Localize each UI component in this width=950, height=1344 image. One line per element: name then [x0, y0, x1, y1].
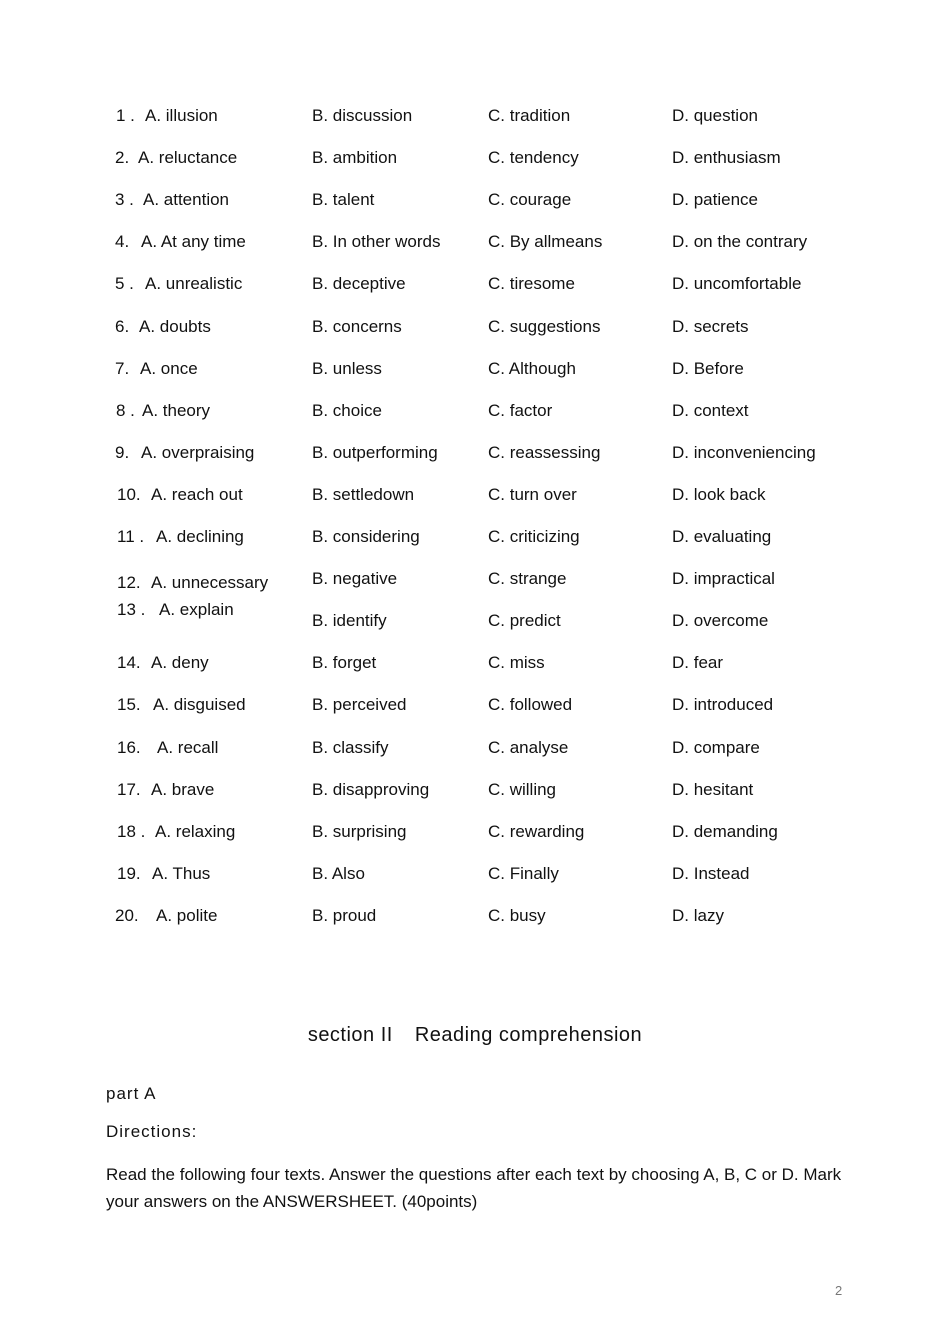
- option-a: A. illusion: [145, 106, 218, 125]
- option-c: C. criticizing: [488, 527, 580, 546]
- option-b: B. settledown: [312, 484, 415, 504]
- option-a: A. explain: [159, 600, 234, 620]
- option-b: B. forget: [312, 653, 377, 673]
- option-a: A. recall: [157, 737, 219, 757]
- option-d: D. fear: [672, 653, 724, 673]
- option-a: A. declining: [156, 527, 244, 546]
- question-number: 20.: [115, 905, 139, 925]
- part-label: part A: [106, 1084, 157, 1103]
- option-c: C. suggestions: [488, 316, 601, 336]
- option-b: B. concerns: [312, 316, 402, 336]
- option-a: A. brave: [151, 779, 215, 799]
- question-number: 5 .: [115, 274, 134, 294]
- option-b: B. talent: [312, 190, 375, 210]
- option-a: A. deny: [151, 653, 209, 673]
- option-c: C. tiresome: [488, 274, 575, 294]
- directions-label: Directions:: [106, 1122, 198, 1141]
- option-d: D. demanding: [672, 821, 778, 841]
- question-number: 14.: [117, 653, 141, 673]
- question-number: 17.: [117, 779, 141, 799]
- option-c: C. rewarding: [488, 821, 585, 841]
- option-d: D. Instead: [672, 863, 750, 883]
- option-c: C. strange: [488, 569, 567, 589]
- option-d: D. uncomfortable: [672, 274, 802, 294]
- section-title: [0, 1024, 950, 1047]
- option-a: A. At any time: [141, 232, 246, 252]
- option-c: C. reassessing: [488, 442, 601, 462]
- option-a: A. once: [140, 358, 198, 378]
- option-b: B. considering: [312, 527, 420, 546]
- option-d: D. on the contrary: [672, 232, 808, 252]
- option-a: A. polite: [156, 905, 218, 925]
- question-number: 19.: [117, 863, 141, 883]
- option-a: A. unrealistic: [145, 274, 243, 294]
- question-number: 7.: [115, 358, 130, 378]
- option-d: D. enthusiasm: [672, 148, 781, 168]
- option-d: D. patience: [672, 190, 758, 210]
- question-number: 18 .: [117, 821, 146, 841]
- option-b: B. choice: [312, 400, 382, 420]
- option-a: A. unnecessary: [151, 573, 269, 593]
- section-name: Reading comprehension: [414, 1024, 643, 1046]
- option-d: D. hesitant: [672, 779, 754, 799]
- section-number: section II: [307, 1024, 393, 1046]
- option-c: C. turn over: [488, 484, 577, 504]
- option-d: D. secrets: [672, 316, 749, 336]
- option-c: C. tradition: [488, 106, 571, 125]
- option-b: B. perceived: [312, 695, 407, 715]
- question-number: 10.: [117, 484, 141, 504]
- question-number: 9.: [115, 442, 130, 462]
- option-a: A. attention: [143, 190, 230, 210]
- option-d: D. impractical: [672, 569, 775, 589]
- question-number: 15.: [117, 695, 141, 715]
- option-c: C. willing: [488, 779, 557, 799]
- option-d: D. introduced: [672, 695, 774, 715]
- option-a: A. reach out: [151, 484, 243, 504]
- option-c: C. analyse: [488, 737, 569, 757]
- question-number: 1 .: [116, 106, 135, 125]
- option-c: C. followed: [488, 695, 573, 715]
- option-c: C. courage: [488, 190, 572, 210]
- question-number: 4.: [115, 232, 130, 252]
- question-number: 11 .: [117, 527, 145, 546]
- option-d: D. question: [672, 106, 758, 125]
- option-b: B. discussion: [312, 106, 413, 125]
- question-number: 2.: [115, 148, 130, 168]
- option-b: B. negative: [312, 569, 398, 589]
- option-c: C. Although: [488, 358, 576, 378]
- option-b: B. Also: [312, 863, 365, 883]
- question-number: 6.: [115, 316, 130, 336]
- option-c: C. miss: [488, 653, 545, 673]
- option-d: D. look back: [672, 484, 766, 504]
- option-c: C. factor: [488, 400, 553, 420]
- option-b: B. disapproving: [312, 779, 430, 799]
- question-number: 13 .: [117, 600, 146, 620]
- option-c: C. tendency: [488, 148, 579, 168]
- option-b: B. deceptive: [312, 274, 406, 294]
- option-b: B. classify: [312, 737, 389, 757]
- option-a: A. theory: [142, 400, 211, 420]
- option-d: D. inconveniencing: [672, 442, 816, 462]
- option-b: B. ambition: [312, 148, 398, 168]
- question-number: 12.: [117, 573, 141, 593]
- option-c: C. predict: [488, 611, 561, 631]
- option-a: A. doubts: [139, 316, 211, 336]
- option-b: B. In other words: [312, 232, 441, 252]
- option-b: B. identify: [312, 611, 387, 631]
- option-a: A. Thus: [152, 863, 211, 883]
- option-d: D. overcome: [672, 611, 769, 631]
- option-d: D. Before: [672, 358, 744, 378]
- question-number: 8 .: [116, 400, 135, 420]
- option-d: D. context: [672, 400, 749, 420]
- page-number: 2: [835, 1283, 843, 1298]
- option-d: D. lazy: [672, 905, 724, 925]
- directions-text: Read the following four texts. Answer the questions after each text by choosing A, B, C or D. Mark your answers on the ANSWERSHEET. (40points): [106, 1165, 842, 1211]
- option-b: B. unless: [312, 358, 382, 378]
- option-a: A. relaxing: [155, 821, 236, 841]
- option-b: B. outperforming: [312, 442, 438, 462]
- option-d: D. compare: [672, 737, 760, 757]
- option-a: A. overpraising: [141, 442, 255, 462]
- option-c: C. busy: [488, 905, 546, 925]
- option-a: A. reluctance: [138, 148, 238, 168]
- option-c: C. By allmeans: [488, 232, 603, 252]
- option-b: B. proud: [312, 905, 377, 925]
- option-d: D. evaluating: [672, 527, 772, 546]
- question-number: 3 .: [115, 190, 134, 210]
- option-c: C. Finally: [488, 863, 559, 883]
- option-a: A. disguised: [153, 695, 246, 715]
- question-number: 16.: [117, 737, 141, 757]
- option-b: B. surprising: [312, 821, 407, 841]
